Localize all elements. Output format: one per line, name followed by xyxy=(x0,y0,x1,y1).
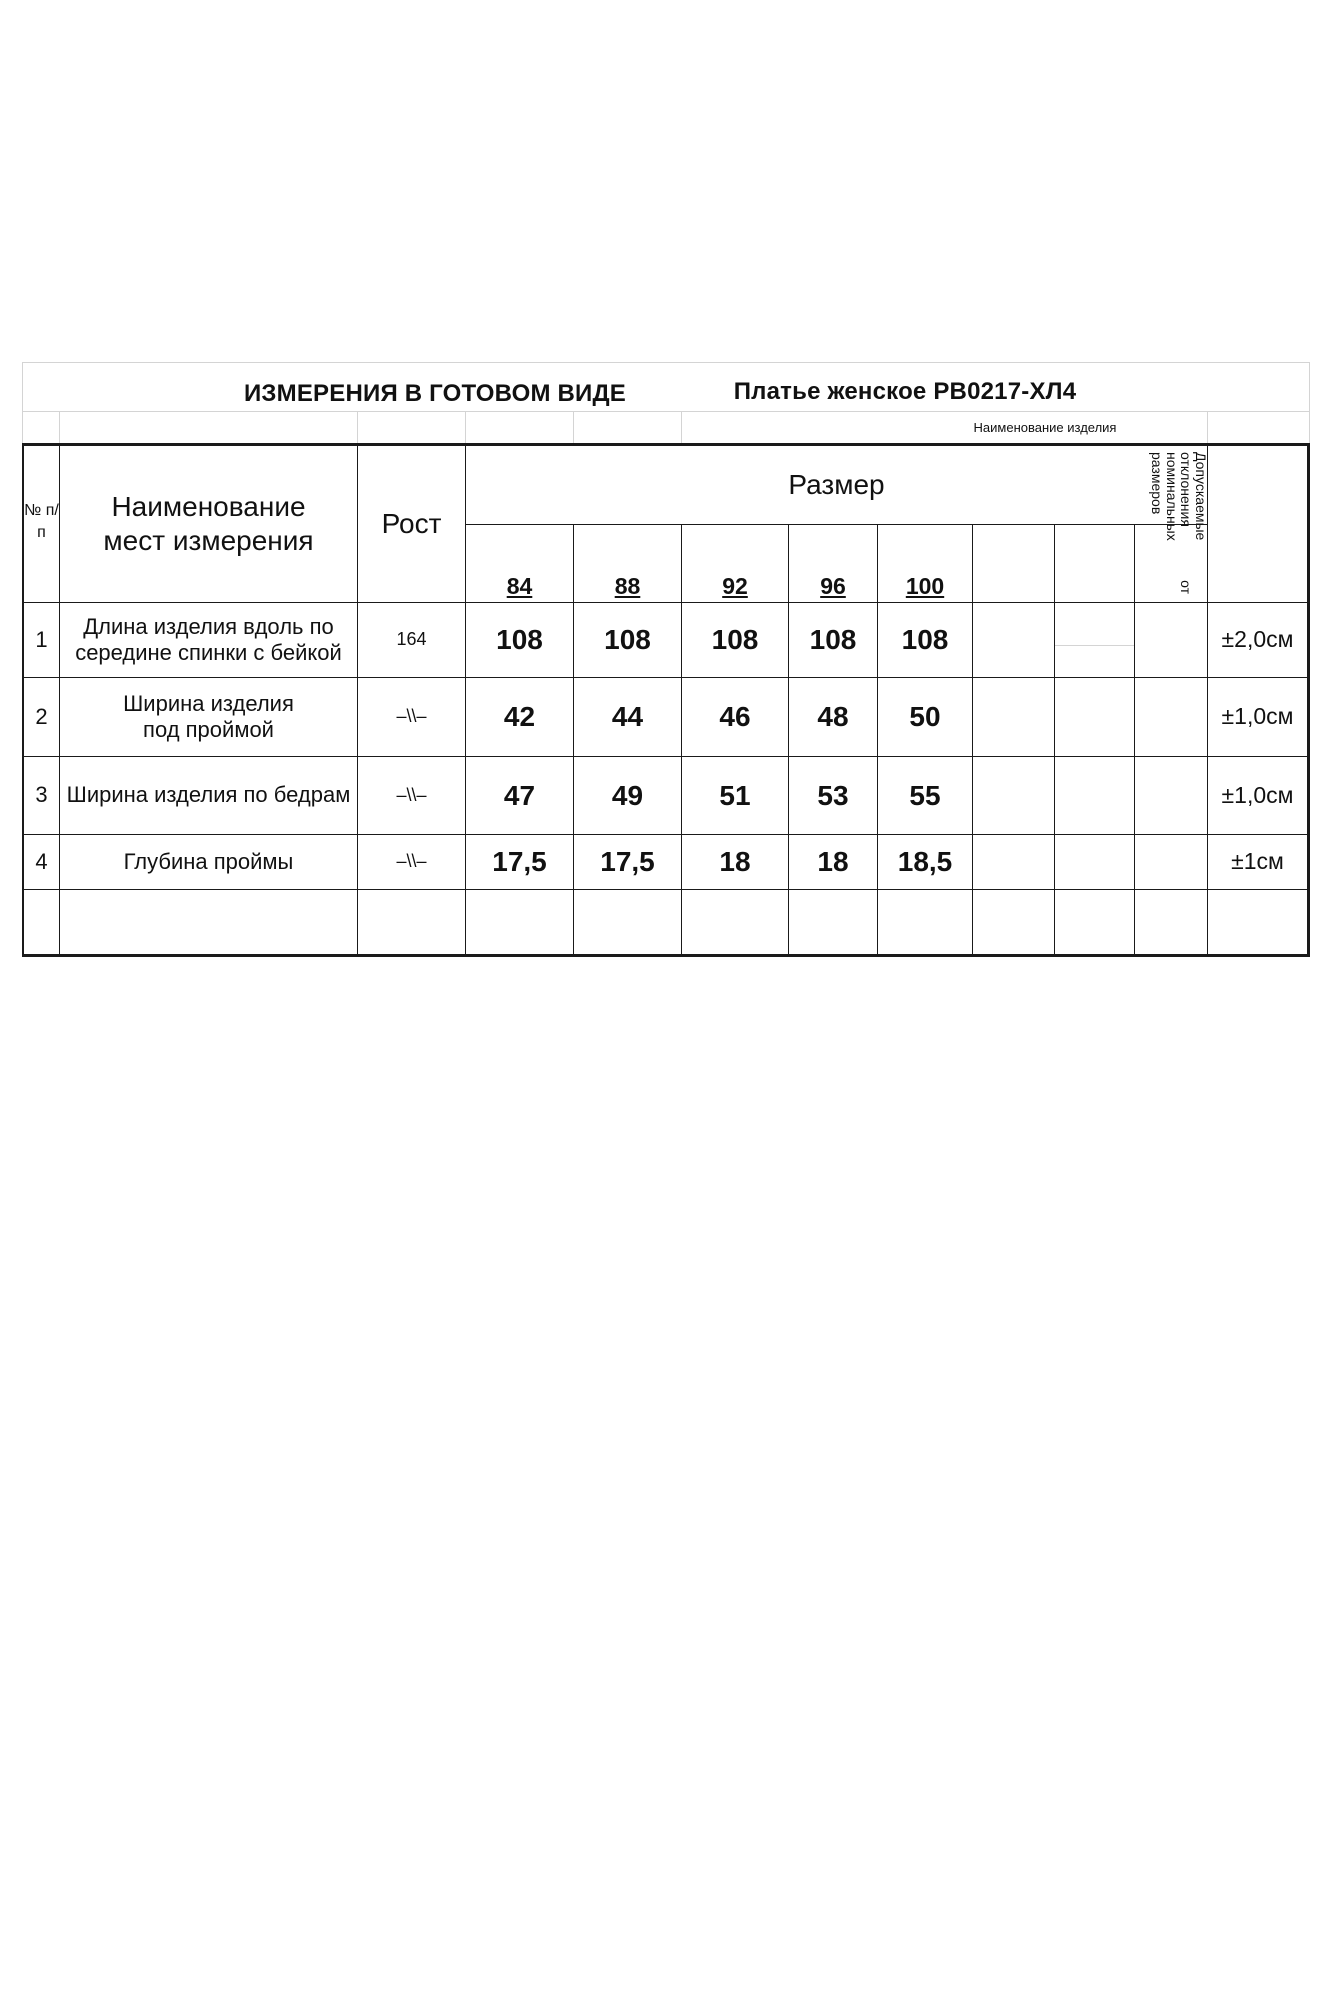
size-header: 88 xyxy=(614,573,641,600)
size-header: 100 xyxy=(905,573,945,600)
measurement-value: 42 xyxy=(503,701,536,733)
measurement-value: 55 xyxy=(909,779,941,811)
measurement-value: 108 xyxy=(604,624,651,656)
measurement-value: 53 xyxy=(817,779,849,811)
measurement-value: 50 xyxy=(909,701,941,733)
tolerance-value: ±1см xyxy=(1231,848,1284,875)
column-header-tolerance: Допускаемые отклонения от номинальных размеров xyxy=(1148,452,1209,594)
sheet-title: ИЗМЕРЕНИЯ В ГОТОВОМ ВИДЕ xyxy=(243,379,627,407)
measurement-name: Длина изделия вдоль по середине спинки с бейкой xyxy=(75,613,342,665)
column-header-number: № п/п xyxy=(24,501,59,541)
measurement-value: 108 xyxy=(711,624,759,656)
measurement-value: 108 xyxy=(809,624,857,656)
measurement-value: 44 xyxy=(611,701,644,733)
measurement-value: 17,5 xyxy=(492,846,547,878)
measurement-value: 17,5 xyxy=(600,846,655,878)
measurement-name: Ширина изделия по бедрам xyxy=(66,782,351,808)
measurement-value: 108 xyxy=(496,624,543,656)
size-header: 96 xyxy=(820,573,846,600)
column-header-rost: Рост xyxy=(381,508,442,540)
tolerance-value: ±1,0см xyxy=(1221,703,1294,730)
tolerance-value: ±1,0см xyxy=(1221,781,1294,808)
rost-value: 164 xyxy=(396,629,427,650)
measurement-value: 48 xyxy=(817,701,849,733)
row-number: 4 xyxy=(35,848,48,874)
size-header: 84 xyxy=(506,573,533,600)
measurement-value: 51 xyxy=(719,779,751,811)
measurement-value: 108 xyxy=(901,624,949,656)
measurement-value: 18 xyxy=(719,846,751,878)
rost-value: –\\– xyxy=(396,706,427,727)
product-title: Платье женское РВ0217-ХЛ4 xyxy=(733,377,1077,405)
size-header: 92 xyxy=(722,573,748,600)
column-header-name: Наименование мест измерения xyxy=(103,491,314,556)
measurement-value: 49 xyxy=(611,779,644,811)
measurement-value: 18,5 xyxy=(897,846,953,878)
column-header-size: Размер xyxy=(788,469,885,501)
measurement-value: 47 xyxy=(503,779,536,811)
row-number: 3 xyxy=(35,782,48,808)
rost-value: –\\– xyxy=(396,851,427,872)
measurement-value: 46 xyxy=(719,701,751,733)
row-number: 2 xyxy=(35,703,48,729)
tolerance-value: ±2,0см xyxy=(1221,626,1294,653)
rost-value: –\\– xyxy=(396,784,427,805)
measurement-value: 18 xyxy=(817,846,849,878)
row-number: 1 xyxy=(35,626,48,652)
measurement-name: Глубина проймы xyxy=(123,848,294,874)
product-caption: Наименование изделия xyxy=(973,420,1117,436)
measurement-name: Ширина изделия под проймой xyxy=(123,690,294,742)
